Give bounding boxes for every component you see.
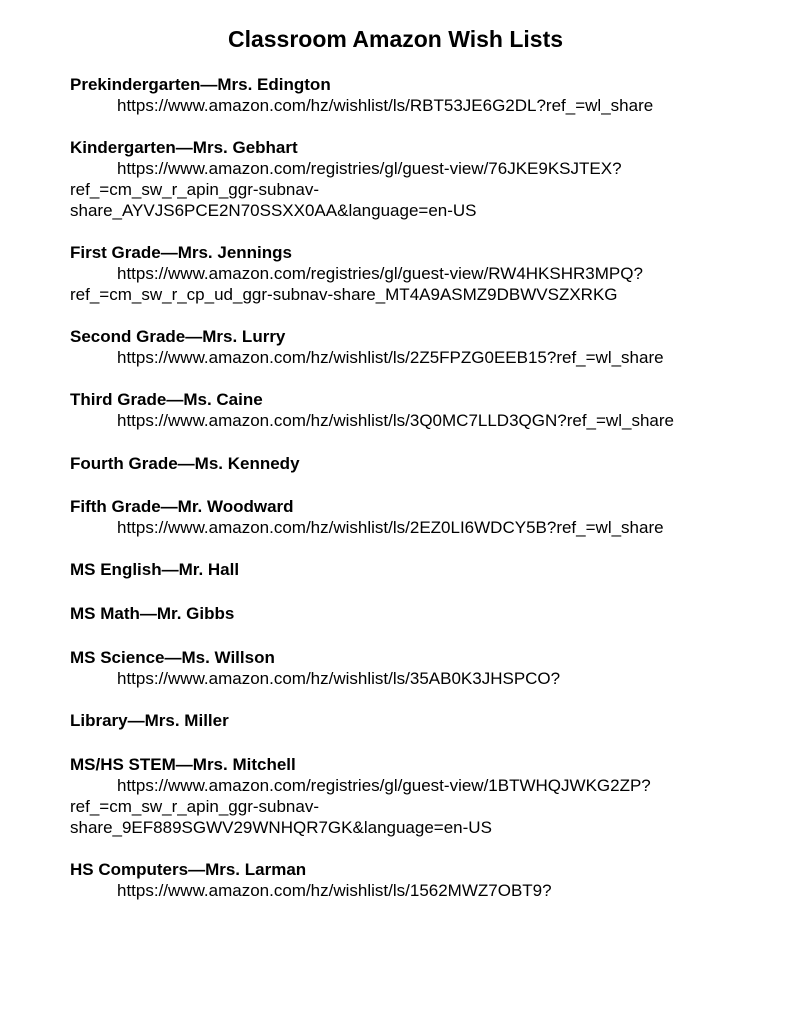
wishlist-entry-third-grade [70, 389, 750, 431]
link-line[interactable]: https://www.amazon.com/hz/wishlist/ls/2EZ0LI6WDCY5B?ref_=wl_share [117, 518, 664, 537]
link-line[interactable]: https://www.amazon.com/hz/wishlist/ls/RBT53JE6G2DL?ref_=wl_share [117, 96, 654, 115]
link-line[interactable]: ref_=cm_sw_r_apin_ggr-subnav- [70, 180, 319, 199]
wishlist-entry-prekindergarten [70, 74, 750, 116]
link-line[interactable]: https://www.amazon.com/registries/gl/guest-view/1BTWHQJWKG2ZP? [117, 776, 651, 795]
entry-heading: Prekindergarten—Mrs. Edington [70, 75, 331, 94]
wishlist-entry-ms-hs-stem [70, 754, 750, 838]
wishlist-link[interactable] [70, 880, 750, 901]
entry-heading: Second Grade—Mrs. Lurry [70, 327, 286, 346]
link-line[interactable]: share_AYVJS6PCE2N70SSXX0AA&language=en-US [70, 201, 477, 220]
link-line[interactable]: https://www.amazon.com/hz/wishlist/ls/1562MWZ7OBT9? [117, 881, 552, 900]
entry-heading: Third Grade—Ms. Caine [70, 390, 263, 409]
entry-heading: Fourth Grade—Ms. Kennedy [70, 454, 300, 473]
wishlist-entry-ms-english [70, 559, 750, 580]
wishlist-entry-first-grade [70, 242, 750, 305]
entry-heading: MS English—Mr. Hall [70, 560, 240, 579]
link-line[interactable]: https://www.amazon.com/hz/wishlist/ls/35AB0K3JHSPCO? [117, 669, 561, 688]
entry-heading: HS Computers—Mrs. Larman [70, 860, 307, 879]
entry-heading: Fifth Grade—Mr. Woodward [70, 497, 294, 516]
wishlist-link[interactable] [70, 158, 750, 221]
wishlist-entry-hs-computers [70, 859, 750, 901]
wishlist-entry-fifth-grade [70, 496, 750, 538]
wishlist-entry-kindergarten [70, 137, 750, 221]
link-line[interactable]: https://www.amazon.com/hz/wishlist/ls/2Z5FPZG0EEB15?ref_=wl_share [117, 348, 664, 367]
wishlist-link[interactable] [70, 410, 750, 431]
wishlist-link[interactable] [70, 95, 750, 116]
wishlist-link[interactable] [70, 775, 750, 838]
page-title: Classroom Amazon Wish Lists [227, 26, 564, 52]
wishlist-entry-ms-science [70, 647, 750, 689]
wishlist-link[interactable] [70, 517, 750, 538]
link-line[interactable]: share_9EF889SGWV29WNHQR7GK&language=en-US [70, 818, 492, 837]
link-line[interactable]: https://www.amazon.com/registries/gl/guest-view/76JKE9KSJTEX? [117, 159, 622, 178]
link-line[interactable]: ref_=cm_sw_r_apin_ggr-subnav- [70, 797, 319, 816]
wishlist-entry-library [70, 710, 750, 731]
entry-heading: First Grade—Mrs. Jennings [70, 243, 292, 262]
wishlist-link[interactable] [70, 347, 750, 368]
wishlist-entry-fourth-grade [70, 453, 750, 474]
link-line[interactable]: https://www.amazon.com/registries/gl/guest-view/RW4HKSHR3MPQ? [117, 264, 643, 283]
wishlist-link[interactable] [70, 668, 750, 689]
link-line[interactable]: https://www.amazon.com/hz/wishlist/ls/3Q0MC7LLD3QGN?ref_=wl_share [117, 411, 674, 430]
entry-heading: MS Science—Ms. Willson [70, 648, 275, 667]
entry-heading: MS/HS STEM—Mrs. Mitchell [70, 755, 296, 774]
entry-heading: MS Math—Mr. Gibbs [70, 604, 235, 623]
entry-heading: Kindergarten—Mrs. Gebhart [70, 138, 298, 157]
wishlist-entry-ms-math [70, 603, 750, 624]
entry-heading: Library—Mrs. Miller [70, 711, 229, 730]
wishlist-entry-second-grade [70, 326, 750, 368]
link-line[interactable]: ref_=cm_sw_r_cp_ud_ggr-subnav-share_MT4A9ASMZ9DBWVSZXRKG [70, 285, 618, 304]
wishlist-link[interactable] [70, 263, 750, 305]
